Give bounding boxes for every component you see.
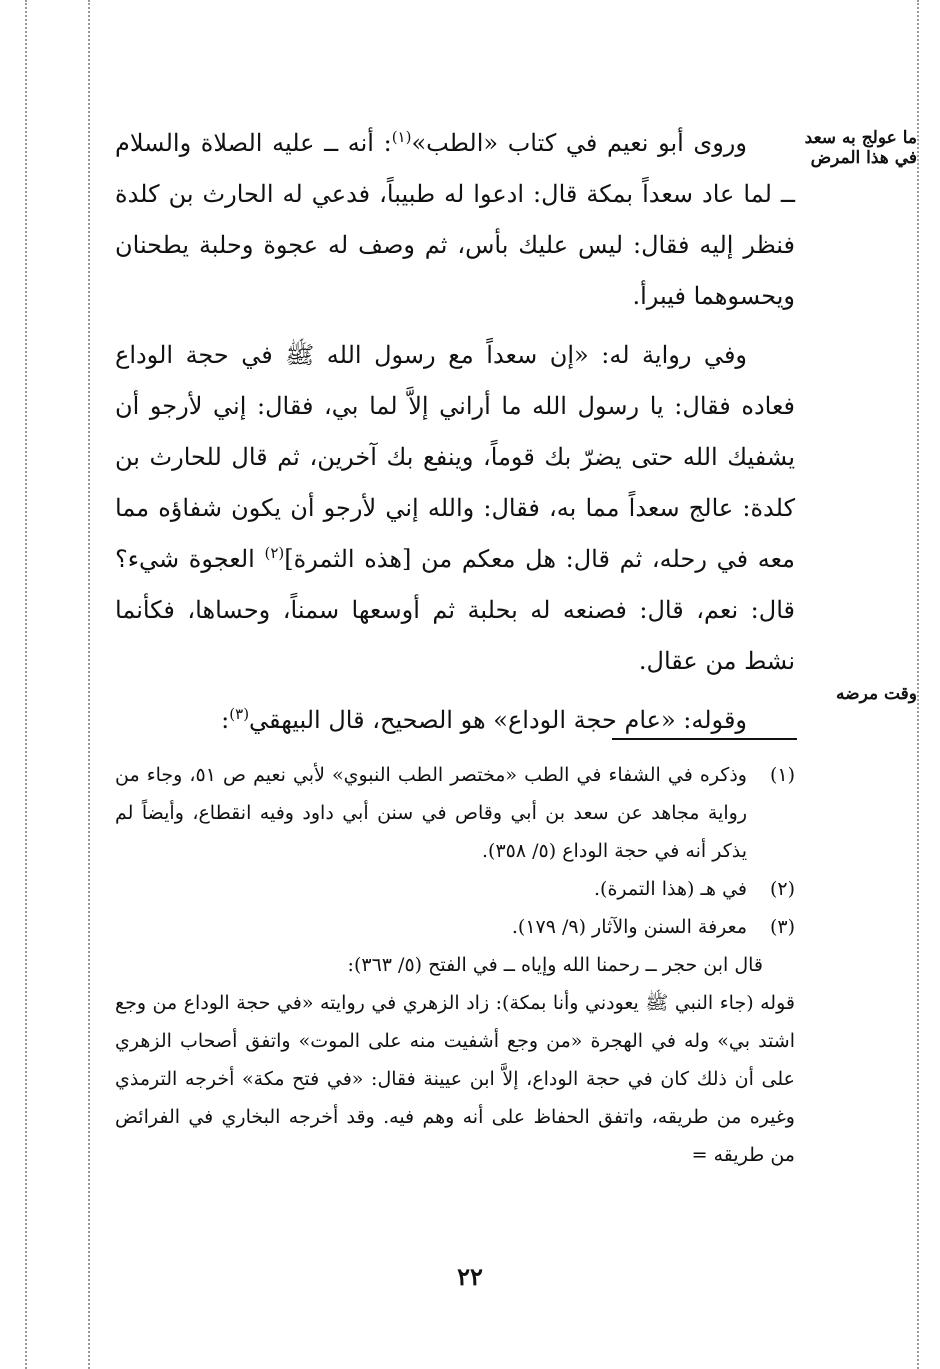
footnote-3 — [115, 908, 795, 946]
main-text — [115, 118, 795, 746]
paragraph-2-start: وفي رواية له: «إن سعداً مع رسول الله ﷺ في حجة الوداع فعاده فقال: يا رسول الله ما أراني إلاَّ لما بي، فقال: إني لأرجو أن يشفيك الله حتى يضرّ بك قوماً، وينفع بك آخرين، ثم قال للحارث بن كلدة: عالج سعداً مما به، فقال: والله إني لأرجو أن يكون شفاؤه مما معه في رحله، ثم قال: هل معكم من [هذه الثمرة] — [115, 341, 796, 573]
footnote-2-text: في هـ (هذا التمرة). — [594, 878, 747, 900]
margin-note-treatment-line-1: ما عولج به سعد — [804, 128, 917, 148]
footnote-ref-2[interactable]: (٢) — [264, 544, 285, 562]
footnotes — [115, 756, 795, 1174]
footnote-2 — [115, 870, 795, 908]
footnote-separator — [612, 738, 797, 740]
paragraph-1-start: وروى أبو نعيم في كتاب «الطب» — [411, 129, 747, 157]
footnote-1 — [115, 756, 795, 870]
paragraph-2 — [115, 330, 795, 687]
paragraph-1 — [115, 118, 795, 322]
footnote-quote-body: قوله (جاء النبي ﷺ يعودني وأنا بمكة): زاد الزهري في روايته «في حجة الوداع من وجع اشتد بي» وله في الهجرة «من وجع أشفيت منه على الموت» واتفق أصحاب الزهري على أن ذلك كان في حجة الوداع، إلاَّ ابن عيينة فقال: «في فتح مكة» أخرجه الترمذي وغيره من طريقه، واتفق الحفاظ على أنه وهم فيه. وقد أخرجه البخاري في الفرائض من طريقه = — [115, 992, 795, 1166]
footnote-ref-3[interactable]: (٣) — [229, 705, 250, 723]
footnote-3-number: (٣) — [769, 916, 795, 938]
footnote-quote — [115, 946, 795, 1174]
paragraph-3-end: : — [221, 706, 230, 734]
paragraph-3-start: وقوله: «عام حجة الوداع» هو الصحيح، قال البيهقي — [249, 706, 747, 734]
footnote-2-number: (٢) — [769, 878, 795, 900]
footnote-ref-1[interactable]: (١) — [391, 128, 412, 146]
footnote-1-text: وذكره في الشفاء في الطب «مختصر الطب النبوي» لأبي نعيم ص ٥١، وجاء من رواية مجاهد عن سعد بن أبي وقاص في سنن أبي داود وفيه انقطاع، وأيضاً لم يذكر أنه في حجة الوداع (٥/ ٣٥٨). — [115, 764, 747, 862]
footnote-1-number: (١) — [769, 764, 795, 786]
paragraph-2-rest: العجوة شيء؟ قال: نعم، قال: فصنعه له بحلبة ثم أوسعها سمناً، وحساها، فكأنما نشط من عقال. — [115, 545, 795, 675]
footnote-quote-intro: قال ابن حجر ــ رحمنا الله وإياه ــ في الفتح (٥/ ٣٦٣): — [347, 954, 763, 976]
paragraph-1-rest: : أنه ــ عليه الصلاة والسلام ــ لما عاد سعداً بمكة قال: ادعوا له طبيباً، فدعي له الحارث بن كلدة فنظر إليه فقال: ليس عليك بأس، ثم وصف له عجوة وحلبة يطحنان ويحسوهما فيبرأ. — [115, 129, 795, 310]
page-number: ٢٢ — [457, 1262, 483, 1291]
footnote-3-text: معرفة السنن والآثار (٩/ ١٧٩). — [511, 916, 747, 938]
margin-note-treatment — [802, 128, 917, 168]
margin-note-illness-time: وقت مرضه — [836, 684, 917, 704]
margin-note-treatment-line-2: في هذا المرض — [810, 148, 917, 168]
